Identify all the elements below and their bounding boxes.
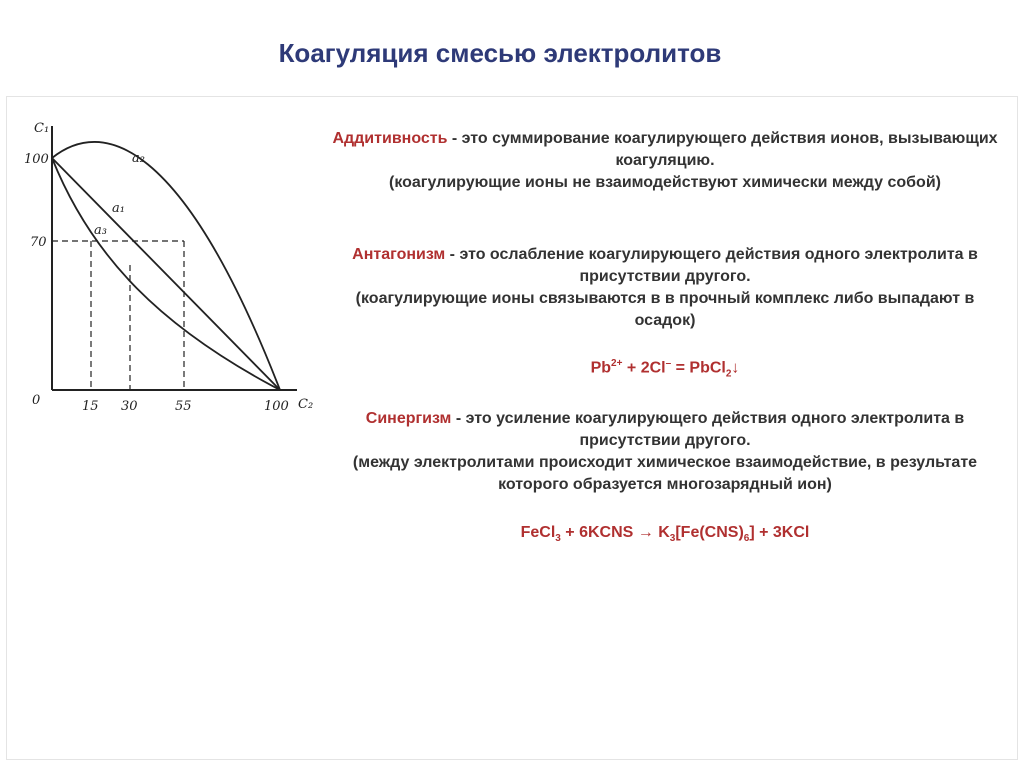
synergism-text: - это усиление коагулирующего действия одного электролита в присутствии другого. <box>451 410 965 449</box>
additivity-text: - это суммирование коагулирующего действия ионов, вызывающих коагуляцию. <box>447 130 998 169</box>
x-tick-30: 30 <box>121 399 138 414</box>
curve-label-a3: a₃ <box>94 223 107 238</box>
coagulation-diagram <box>22 108 322 420</box>
y-axis-label: C₁ <box>34 121 50 136</box>
formula-pbcl2: $Pb^{2+} + 2Cl^-$ = PbCl$_2$↓ <box>590 358 740 380</box>
slide-title: Коагуляция смесью электролитов <box>278 38 722 68</box>
additivity-block <box>330 128 1000 194</box>
additivity-definition <box>330 128 1000 172</box>
curve-a1 <box>52 158 280 390</box>
x-tick-100: 100 <box>264 399 289 414</box>
synergism-note: (между электролитами происходит химическое взаимодействие, в результате которого образуется многозарядный ион) <box>352 454 978 493</box>
curve-label-a2: a₂ <box>132 151 145 166</box>
curve-label-a1: a₁ <box>112 201 125 216</box>
synergism-block <box>330 408 1000 496</box>
x-axis-label: C₂ <box>298 397 314 412</box>
formula-fecl3: FeCl$_3$ + 6KCNS → $K_3[Fe(CNS)_6] + 3KCl$ <box>520 524 810 545</box>
antagonism-term: Антагонизм <box>352 246 446 263</box>
additivity-term: Аддитивность <box>332 130 448 147</box>
x-tick-15: 15 <box>82 399 99 414</box>
antagonism-definition <box>330 244 1000 288</box>
y-tick-100: 100 <box>24 152 49 167</box>
origin-label: 0 <box>32 393 41 408</box>
antagonism-block <box>330 244 1000 332</box>
x-tick-55: 55 <box>175 399 192 414</box>
antagonism-text: - это ослабление коагулирующего действия одного электролита в присутствии другого. <box>445 246 978 285</box>
synergism-definition <box>330 408 1000 452</box>
additivity-note: (коагулирующие ионы не взаимодействуют химически между собой) <box>389 174 941 191</box>
curve-a2 <box>52 142 280 390</box>
antagonism-note: (коагулирующие ионы связываются в в прочный комплекс либо выпадают в осадок) <box>355 290 975 329</box>
synergism-term: Синергизм <box>365 410 452 427</box>
y-tick-70: 70 <box>30 235 47 250</box>
